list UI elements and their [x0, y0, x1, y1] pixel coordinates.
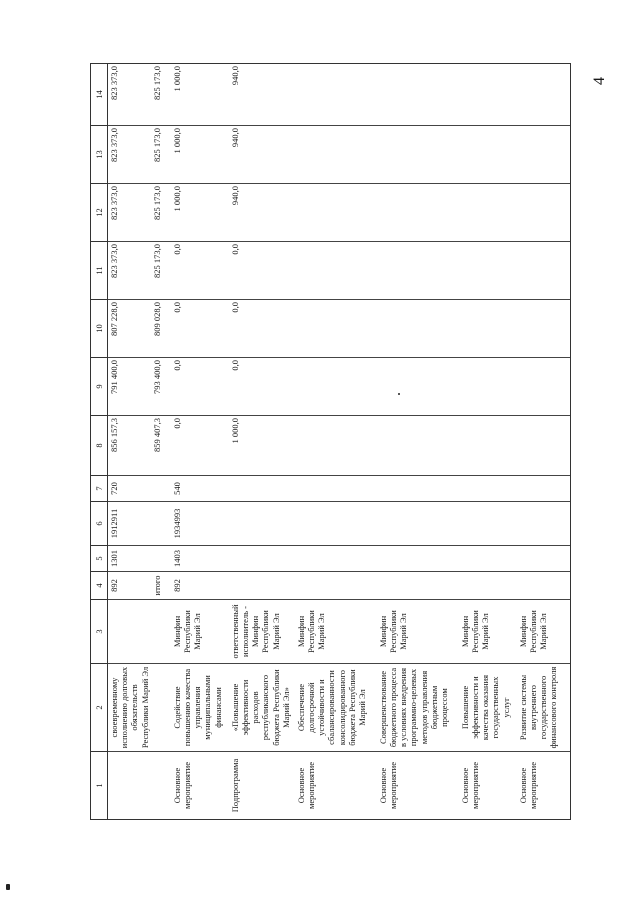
value-col-8: 859 407,3: [151, 416, 171, 476]
value-col-10: 807 228,0: [108, 300, 151, 358]
table-row: [517, 64, 571, 820]
budget-table: [90, 63, 571, 820]
value-col-9: 791 400,0: [108, 358, 151, 416]
col-header-7: 7: [91, 476, 108, 502]
row-executor: Минфин Республики Марий Эл: [295, 600, 377, 664]
value-col-8: [377, 416, 459, 476]
value-col-12: [377, 184, 459, 242]
table-row: [151, 64, 171, 820]
value-col-10: 0,0: [171, 300, 229, 358]
code-grbs: [459, 572, 517, 600]
code-target: [229, 502, 295, 546]
row-name: «Повышение эффективности расходов республиканского бюджета Республики Марий Эл»: [229, 664, 295, 752]
value-col-8: [459, 416, 517, 476]
page-number: 4: [591, 77, 608, 85]
value-col-8: [295, 416, 377, 476]
code-expense-type: [377, 476, 459, 502]
row-name: Повышение эффективности и качества оказания государственных услуг: [459, 664, 517, 752]
value-col-9: [517, 358, 571, 416]
col-header-2: 2: [91, 664, 108, 752]
row-name: [151, 664, 171, 752]
col-header-12: 12: [91, 184, 108, 242]
value-col-14: 825 173,0: [151, 64, 171, 126]
col-header-4: 4: [91, 572, 108, 600]
scan-artifact-mark: [6, 884, 10, 890]
value-col-10: [295, 300, 377, 358]
value-col-9: [459, 358, 517, 416]
value-col-9: 0,0: [229, 358, 295, 416]
col-header-9: 9: [91, 358, 108, 416]
code-section: [151, 546, 171, 572]
value-col-13: [459, 126, 517, 184]
row-name: Развитие системы внутреннего государственного финансового контроля: [517, 664, 571, 752]
col-header-13: 13: [91, 126, 108, 184]
col-header-14: 14: [91, 64, 108, 126]
code-target: [517, 502, 571, 546]
col-header-5: 5: [91, 546, 108, 572]
value-col-9: [377, 358, 459, 416]
rotated-table-container: [90, 64, 559, 820]
value-col-13: 825 173,0: [151, 126, 171, 184]
row-name: своевременному исполнению долговых обязательств Республики Марий Эл: [108, 664, 151, 752]
col-header-11: 11: [91, 242, 108, 300]
value-col-14: [459, 64, 517, 126]
code-section: [295, 546, 377, 572]
value-col-14: 823 373,0: [108, 64, 151, 126]
value-col-11: 823 373,0: [108, 242, 151, 300]
value-col-13: [295, 126, 377, 184]
value-col-12: 823 373,0: [108, 184, 151, 242]
value-col-13: [517, 126, 571, 184]
row-type: [151, 752, 171, 820]
row-type: Основное мероприятие: [295, 752, 377, 820]
row-type: Основное мероприятие: [517, 752, 571, 820]
value-col-10: [517, 300, 571, 358]
header-row: [91, 64, 108, 820]
code-target: 1934993: [171, 502, 229, 546]
code-section: 1301: [108, 546, 151, 572]
code-section: 1403: [171, 546, 229, 572]
code-expense-type: [295, 476, 377, 502]
value-col-12: 825 173,0: [151, 184, 171, 242]
row-type: Подпрограмма: [229, 752, 295, 820]
row-type: Основное мероприятие: [377, 752, 459, 820]
col-header-6: 6: [91, 502, 108, 546]
value-col-14: [377, 64, 459, 126]
value-col-13: 940,0: [229, 126, 295, 184]
scan-artifact-dot: [398, 393, 400, 395]
row-executor: ответственный исполнитель - Минфин Республики Марий Эл: [229, 600, 295, 664]
value-col-12: 940,0: [229, 184, 295, 242]
row-executor: [151, 600, 171, 664]
code-grbs: [517, 572, 571, 600]
code-expense-type: 720: [108, 476, 151, 502]
table-row: [229, 64, 295, 820]
value-col-13: 823 373,0: [108, 126, 151, 184]
code-grbs: [377, 572, 459, 600]
value-col-10: [377, 300, 459, 358]
row-name: Обеспечение долгосрочной устойчивости и сбалансированности консолидированного бюджета Республики Марий Эл: [295, 664, 377, 752]
code-section: [459, 546, 517, 572]
code-grbs: 892: [108, 572, 151, 600]
value-col-9: [295, 358, 377, 416]
code-section: [377, 546, 459, 572]
row-type: Основное мероприятие: [459, 752, 517, 820]
code-expense-type: [517, 476, 571, 502]
value-col-12: [295, 184, 377, 242]
table-row: [295, 64, 377, 820]
value-col-13: 1 000,0: [171, 126, 229, 184]
col-header-8: 8: [91, 416, 108, 476]
row-executor: Минфин Республики Марий Эл: [377, 600, 459, 664]
code-section: [229, 546, 295, 572]
value-col-14: [517, 64, 571, 126]
code-target: [459, 502, 517, 546]
code-grbs: [229, 572, 295, 600]
row-name: Содействие повышению качества управления муниципальными финансами: [171, 664, 229, 752]
value-col-11: [377, 242, 459, 300]
value-col-9: 793 400,0: [151, 358, 171, 416]
value-col-12: 1 000,0: [171, 184, 229, 242]
code-target: 1912911: [108, 502, 151, 546]
row-executor: [108, 600, 151, 664]
row-type: Основное мероприятие: [171, 752, 229, 820]
code-expense-type: [229, 476, 295, 502]
col-header-1: 1: [91, 752, 108, 820]
value-col-9: 0,0: [171, 358, 229, 416]
code-expense-type: 540: [171, 476, 229, 502]
value-col-11: [517, 242, 571, 300]
code-section: [517, 546, 571, 572]
value-col-13: [377, 126, 459, 184]
row-name: Совершенствование бюджетного процесса в условиях внедрения программно-целевых методов управления бюджетным процессом: [377, 664, 459, 752]
code-target: [377, 502, 459, 546]
value-col-14: 1 000,0: [171, 64, 229, 126]
value-col-8: [517, 416, 571, 476]
value-col-12: [459, 184, 517, 242]
col-header-3: 3: [91, 600, 108, 664]
value-col-14: 940,0: [229, 64, 295, 126]
value-col-11: [295, 242, 377, 300]
row-executor: Минфин Республики Марий Эл: [171, 600, 229, 664]
value-col-11: 0,0: [171, 242, 229, 300]
value-col-11: 825 173,0: [151, 242, 171, 300]
code-target: [151, 502, 171, 546]
row-executor: Минфин Республики Марий Эл: [459, 600, 517, 664]
table-row: [171, 64, 229, 820]
value-col-8: 0,0: [171, 416, 229, 476]
row-type: [108, 752, 151, 820]
code-grbs: [295, 572, 377, 600]
col-header-10: 10: [91, 300, 108, 358]
value-col-14: [295, 64, 377, 126]
value-col-8: 1 000,0: [229, 416, 295, 476]
row-executor: Минфин Республики Марий Эл: [517, 600, 571, 664]
code-grbs: итого: [151, 572, 171, 600]
value-col-12: [517, 184, 571, 242]
value-col-11: 0,0: [229, 242, 295, 300]
code-grbs: 892: [171, 572, 229, 600]
code-target: [295, 502, 377, 546]
value-col-8: 856 157,3: [108, 416, 151, 476]
value-col-11: [459, 242, 517, 300]
value-col-10: 0,0: [229, 300, 295, 358]
value-col-10: 809 028,0: [151, 300, 171, 358]
table-row: [108, 64, 151, 820]
value-col-10: [459, 300, 517, 358]
table-row: [377, 64, 459, 820]
table-row: [459, 64, 517, 820]
code-expense-type: [151, 476, 171, 502]
code-expense-type: [459, 476, 517, 502]
